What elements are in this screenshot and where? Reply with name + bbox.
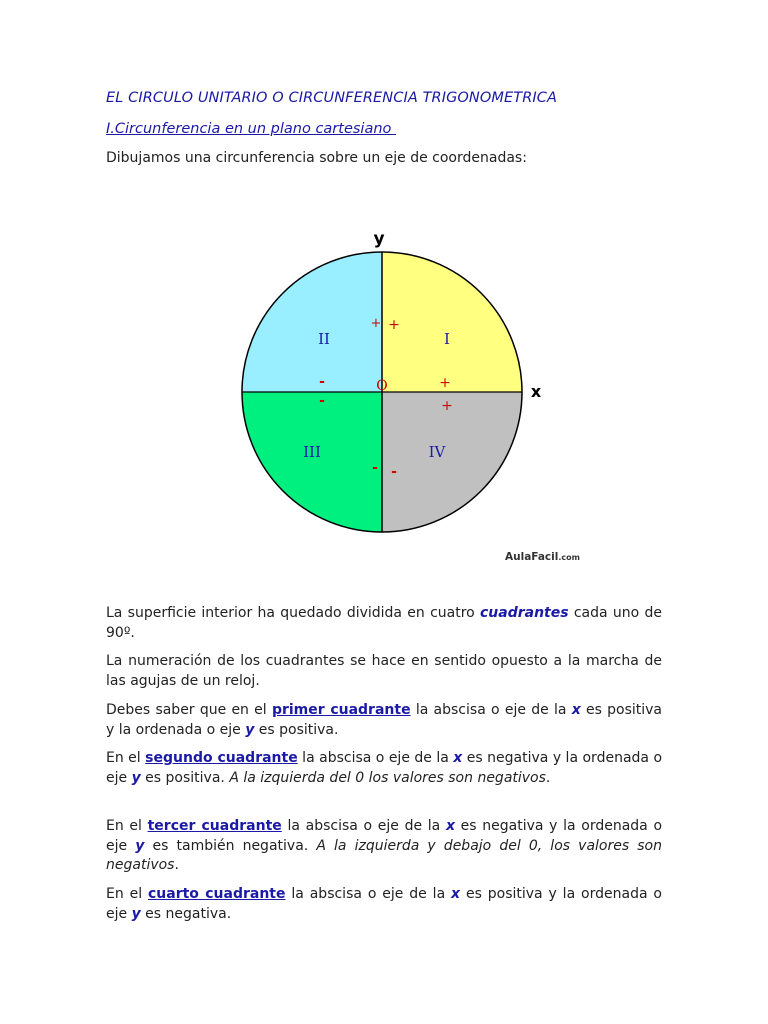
y-variable: y [131,769,141,786]
quadrant-label-iv: IV [428,443,446,461]
sign-plus-x-upper: + [439,375,451,391]
keyword-cuadrantes: cuadrantes [480,605,569,621]
x-variable: x [453,750,463,766]
link-segundo-cuadrante[interactable]: segundo cuadrante [145,750,298,766]
y-variable: y [135,837,145,854]
sign-minus-x-upper: - [319,374,325,390]
quadrant-i-area [382,252,522,392]
quadrant-ii-area [242,252,382,392]
aulafacil-credit [505,551,580,563]
link-cuarto-cuadrante[interactable]: cuarto cuadrante [148,886,286,902]
x-axis-label: x [530,382,542,401]
y-axis-label: y [373,229,385,249]
paragraph-numeracion: La numeración de los cuadrantes se hace en sentido opuesto a la marcha de las agujas de un reloj. [106,653,662,689]
x-variable: x [445,818,455,834]
credit-suffix: .com [558,553,580,562]
sign-minus-y-left: - [372,460,378,476]
quadrant-label-iii: III [303,443,321,461]
y-variable: y [131,905,141,922]
quadrant-iii-area [242,392,382,532]
x-variable: x [571,702,581,718]
paragraph-cuarto-cuadrante: En el cuarto cuadrante la abscisa o eje de la x es positiva y la ordenada o eje y es negativa. [106,886,662,922]
unit-circle-figure [236,220,586,570]
sign-plus-x-lower: + [441,398,453,414]
y-variable: y [245,721,255,738]
quadrant-label-ii: II [318,330,330,348]
sign-minus-y-right: - [391,464,397,480]
link-primer-cuadrante[interactable]: primer cuadrante [271,702,411,718]
credit-name: AulaFacil [505,551,559,563]
quadrant-label-i: I [444,330,450,348]
link-tercer-cuadrante[interactable]: tercer cuadrante [147,818,282,834]
paragraph-segundo-cuadrante: En el segundo cuadrante la abscisa o eje de la x es negativa y la ordenada o eje y es positiva. A la izquierda del 0 los valores son negativos. [106,750,663,786]
x-variable: x [451,886,461,902]
sign-plus-y-left: + [370,316,382,331]
sign-minus-x-lower: - [319,393,325,409]
paragraph-tercer-cuadrante: En el tercer cuadrante la abscisa o eje de la x es negativa y la ordenada o eje y es también negativa. A la izquierda y debajo del 0, los valores son negativos. [106,818,663,873]
paragraph-primer-cuadrante: Debes saber que en el primer cuadrante la abscisa o eje de la x es positiva y la ordenada o eje y es positiva. [106,702,663,738]
paragraph-cuadrantes: La superficie interior ha quedado dividida en cuatro cuadrantes cada uno de 90º. [106,605,662,641]
section-heading: I.Circunferencia en un plano cartesiano [106,121,397,137]
origin-label: O [376,378,388,394]
document-title: EL CIRCULO UNITARIO O CIRCUNFERENCIA TRIGONOMETRICA [106,90,558,106]
sign-plus-y-right: + [388,317,400,333]
intro-text: Dibujamos una circunferencia sobre un eje de coordenadas: [106,150,527,166]
